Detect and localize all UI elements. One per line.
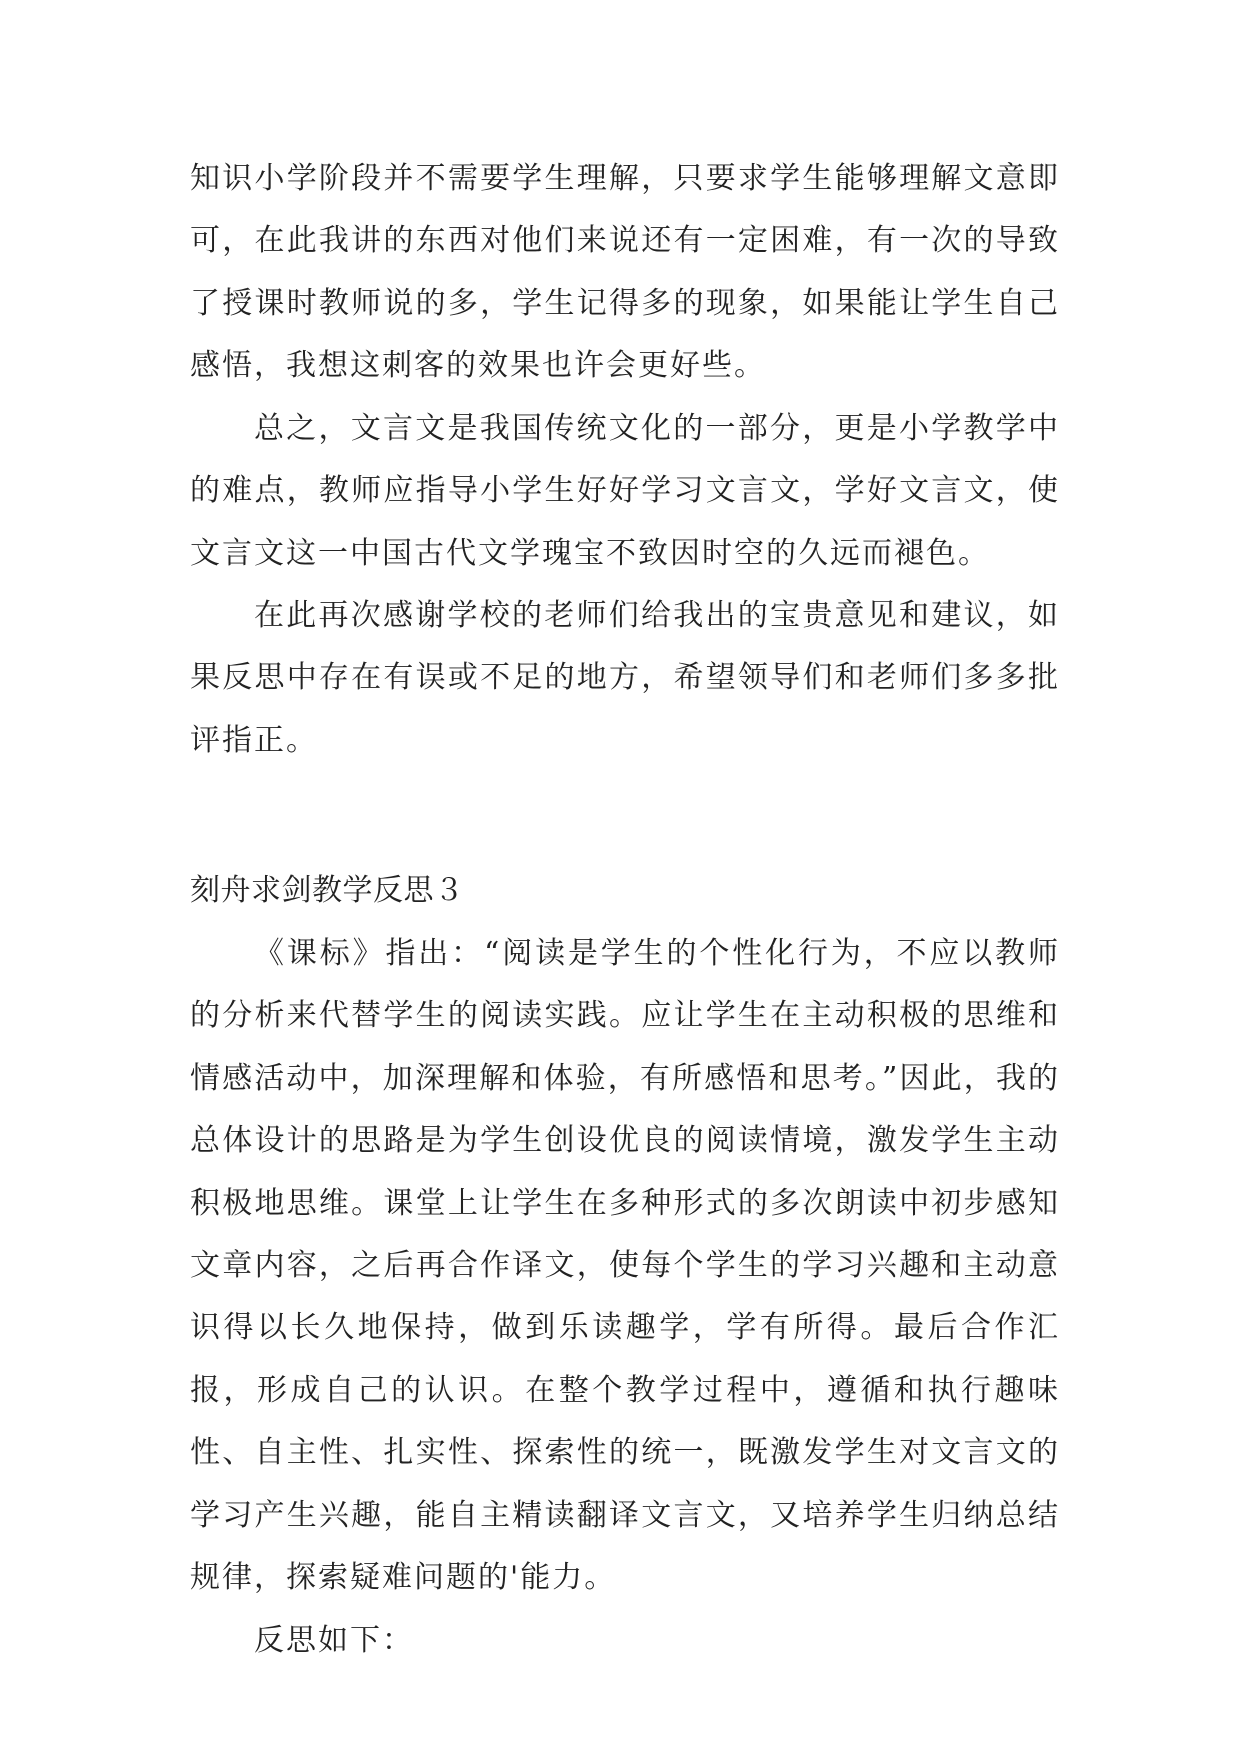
paragraph-curriculum: 《课标》指出：“阅读是学生的个性化行为，不应以教师的分析来代替学生的阅读实践。应让学生在主动积极的思维和情感活动中，加深理解和体验，有所感悟和思考。”因此，我的总体设计的思路是为学生创设优良的阅读情境，激发学生主动积极地思维。课堂上让学生在多种形式的多次朗读中初步感知文章内容，之后再合作译文，使每个学生的学习兴趣和主动意识得以长久地保持，做到乐读趣学，学有所得。最后合作汇报，形成自己的认识。在整个教学过程中，遵循和执行趣味性、自主性、扎实性、探索性的统一，既激发学生对文言文的学习产生兴趣，能自主精读翻译文言文，又培养学生归纳总结规律，探索疑难问题的'能力。: [190, 936, 1060, 1596]
section-title: 刻舟求剑教学反思３: [190, 873, 465, 908]
paragraph-conclusion: 总之，文言文是我国传统文化的一部分，更是小学教学中的难点，教师应指导小学生好好学习文言文，学好文言文，使文言文这一中国古代文学瑰宝不致因时空的久远而褪色。: [190, 411, 1060, 571]
paragraph-continuation: 知识小学阶段并不需要学生理解，只要求学生能够理解文意即可，在此我讲的东西对他们来说还有一定困难，有一次的导致了授课时教师说的多，学生记得多的现象，如果能让学生自己感悟，我想这刺客的效果也许会更好些。: [190, 161, 1060, 384]
paragraph-reflection-intro: 反思如下：: [254, 1623, 414, 1658]
paragraph-thanks: 在此再次感谢学校的老师们给我出的宝贵意见和建议，如果反思中存在有误或不足的地方，希望领导们和老师们多多批评指正。: [190, 598, 1060, 758]
